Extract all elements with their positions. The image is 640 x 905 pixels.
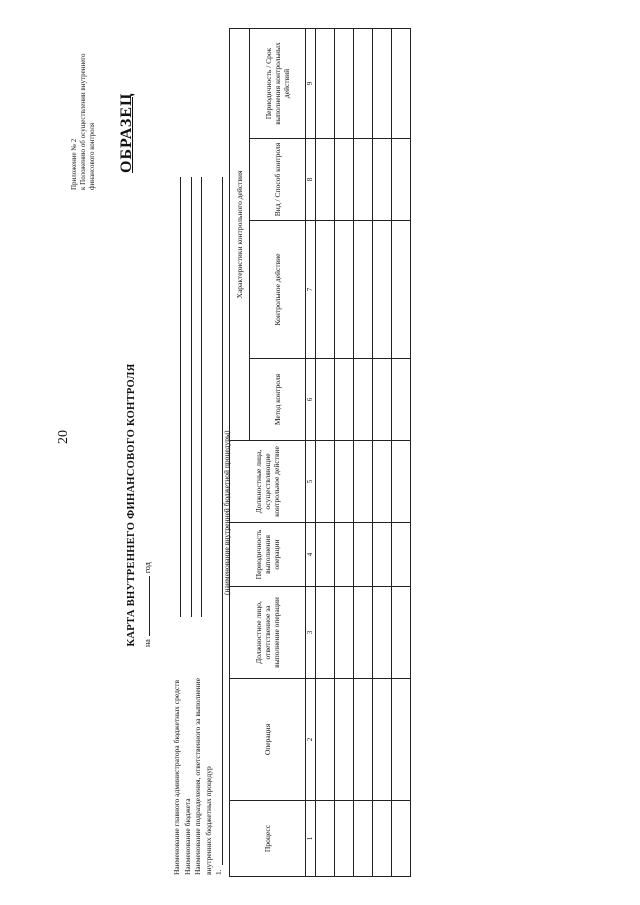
col-header-term: Периодичность / Срок выполнения контрольных действий: [250, 28, 306, 138]
page-title: КАРТА ВНУТРЕННЕГО ФИНАНСОВОГО КОНТРОЛЯ: [126, 363, 137, 647]
col-header-method: Метод контроля: [250, 359, 306, 441]
info-block: [172, 175, 225, 875]
col-number: 3: [306, 587, 316, 679]
info-label: Наименование подразделения, ответственного за выполнение: [193, 677, 202, 875]
col-header-op-periodicity: Периодичность выполнения операции: [230, 523, 306, 587]
col-number: 6: [306, 359, 316, 441]
appendix-line-2: к Положению об осуществлении внутреннего: [79, 53, 87, 190]
procedure-label: (наименование внутренней бюджетной процедуры): [222, 430, 231, 595]
col-header-control-action: Контрольное действие: [250, 221, 306, 359]
col-number: 4: [306, 523, 316, 587]
table-row: [354, 28, 373, 876]
year-line: [143, 347, 152, 647]
col-number: 7: [306, 221, 316, 359]
year-suffix: год: [143, 562, 152, 574]
appendix-line-3: финансового контроля: [88, 122, 96, 190]
group-header-characteristics: Характеристики контрольного действия: [230, 28, 250, 440]
year-prefix: на: [143, 639, 152, 647]
info-label: 1.: [214, 869, 223, 875]
info-label: внутренних бюджетных процедур: [203, 766, 213, 875]
info-row: [193, 175, 204, 875]
page-number: 20: [56, 430, 71, 444]
fill-line: [201, 177, 202, 617]
table-row: [392, 28, 411, 876]
appendix-note: [70, 50, 97, 190]
col-header-operation: Операция: [230, 679, 306, 801]
info-label: Наименование главного администратора бюджетных средств: [172, 679, 181, 875]
info-row: [183, 175, 194, 875]
control-map-table: [229, 29, 411, 877]
col-number: 8: [306, 139, 316, 221]
col-number: 2: [306, 679, 316, 801]
appendix-line-1: Приложение № 2: [70, 138, 78, 190]
col-number: 5: [306, 441, 316, 523]
table-row: [335, 28, 354, 876]
fill-line: [191, 177, 192, 617]
info-label: Наименование бюджета: [182, 798, 192, 875]
col-header-process: Процесс: [230, 801, 306, 877]
info-row: [204, 175, 215, 875]
col-number: 1: [306, 801, 316, 877]
col-number: 9: [306, 28, 316, 138]
sample-stamp: ОБРАЗЕЦ: [118, 92, 135, 173]
year-blank: [149, 576, 150, 636]
table-row: [373, 28, 392, 876]
fill-line: [180, 177, 181, 617]
col-header-type: Вид / Способ контроля: [250, 139, 306, 221]
info-row: [172, 175, 183, 875]
col-header-control-officials: Должностные лица, осуществляющие контрольное действие: [230, 441, 306, 523]
col-header-responsible: Должностное лицо, ответственное за выполнение операции: [230, 587, 306, 679]
table-row: [316, 28, 335, 876]
